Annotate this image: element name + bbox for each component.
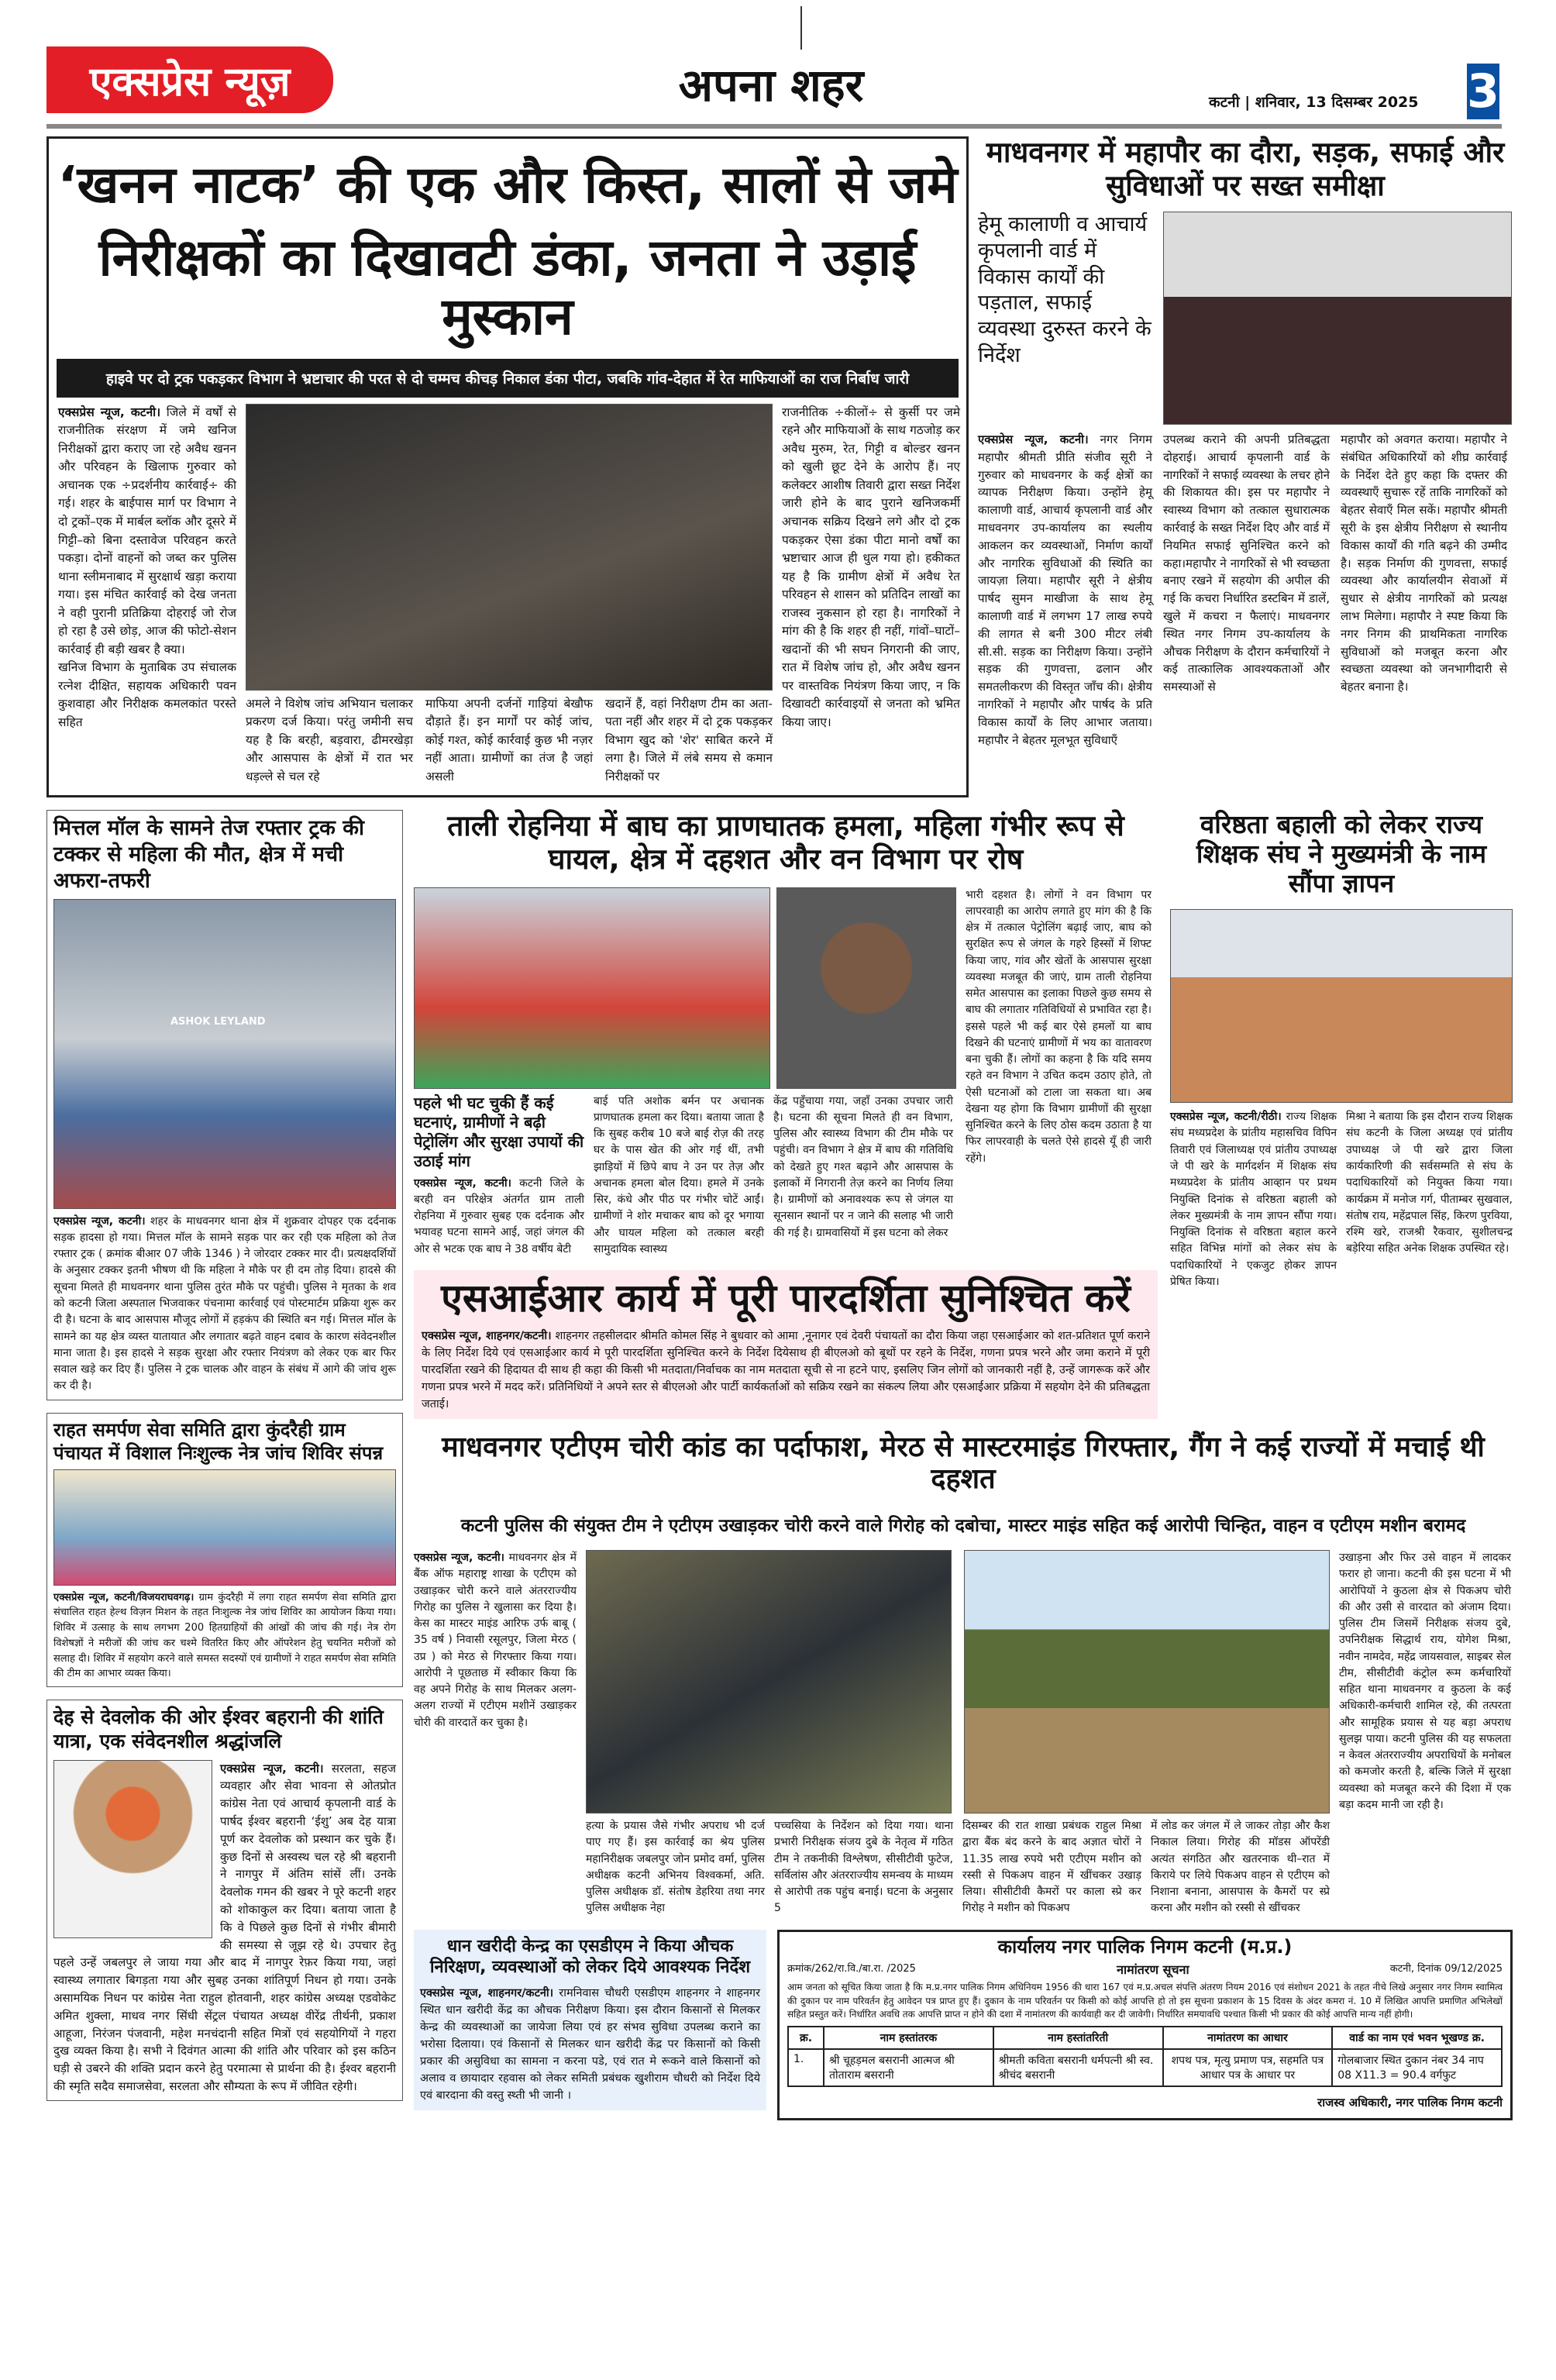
atm-col-1: [414, 1550, 577, 1731]
mayor-photo: [1163, 212, 1512, 425]
lead-col-3: माफिया अपनी दर्जनों गाड़ियां बेखौफ दौड़ाते हैं। इन मार्गों पर कोई जांच, कोई गश्त, कोई कार्रवाई कुछ भी नज़र नहीं आता। ग्रामीणों का तंज है जहां असली: [425, 696, 593, 784]
truck-brand-label: ASHOK LEYLAND: [170, 1015, 266, 1028]
obituary-dateline: एक्सप्रेस न्यूज, कटनी।: [220, 1761, 324, 1776]
teacher-photo: [1170, 909, 1513, 1103]
teacher-col-2: मिश्रा ने बताया कि इस दौरान राज्य शिक्षक संघ कटनी के जिला अध्यक्ष एवं प्रांतीय उपाध्यक्ष जे पी खरे द्वारा जिला कार्यकारिणी की सर्वसम्मति से संघ के पदाधिकारियों को नियुक्त किया गया। कार्यक्रम में मनोज गर्ग, पीताम्बर सुखवाल, संतोष राय, महेंद्रपाल सिंह, किरण पुरविया, रश्मि खरे, राजश्री रैकवार, सुशीलचन्द्र बड़ेरिया सहित अनेक शिक्षक उपस्थित रहे।: [1346, 1111, 1513, 1255]
notice-cell: गोलबाजार स्थित दुकान नंबर 34 नाप 08 X11.3 = 90.4 वर्गफुट: [1332, 2049, 1502, 2086]
lead-dateline: एक्सप्रेस न्यूज, कटनी।: [58, 405, 161, 419]
atm-field-photo: [964, 1550, 1330, 1813]
accident-dateline: एक्सप्रेस न्यूज, कटनी।: [53, 1214, 146, 1228]
accident-photo: [53, 899, 396, 1209]
section-title: अपना शहर: [678, 59, 864, 112]
lead-headline-1: ‘खनन नाटक’ की एक और किस्त, सालों से जमे: [57, 155, 958, 215]
tiger-hospital-photo: [414, 887, 770, 1089]
tiger-dateline: एक्सप्रेस न्यूज, कटनी।: [414, 1176, 511, 1190]
obituary-story: [46, 1700, 403, 2101]
city: कटनी: [1209, 94, 1240, 111]
newspaper-logo: एक्सप्रेस न्यूज़: [46, 46, 333, 113]
notice-cell: श्री चूहड़मल बसरानी आत्मज श्री तोताराम बसरानी: [824, 2049, 993, 2086]
accident-text: [53, 1214, 396, 1395]
sir-text: [422, 1328, 1150, 1413]
masthead-rule: [46, 124, 1502, 129]
obituary-headline: देह से देवलोक की ओर ईश्वर बहरानी की शांति यात्रा, एक संवेदनशील श्रद्धांजलि: [53, 1706, 384, 1753]
notice-table: [787, 2026, 1503, 2087]
atm-col-2: हत्या के प्रयास जैसे गंभीर अपराध भी दर्ज पाए गए हैं। इस कार्रवाई का श्रेय पुलिस महानिरीक्षक जबलपुर जोन प्रमोद वर्मा, पुलिस अधीक्षक कटनी अभिनय विश्वकर्मा, अति. पुलिस अधीक्षक डॉ. संतोष डेहरिया तथा नगर पुलिस अधीक्षक नेहा: [586, 1820, 765, 1915]
mayor-col-2: उपलब्ध कराने की अपनी प्रतिबद्धता दोहराई। आचार्य कृपलानी वार्ड के नागरिकों ने सफाई व्यवस्था के लचर होने की शिकायत की। इस पर महापौर ने स्वास्थ्य विभाग को तत्काल सुधारात्मक कार्रवाई के सख्त निर्देश दिए और वार्ड में नियमित सफाई सुनिश्चित करने को कहा।महापौर ने नागरिकों से भी स्वच्छता बनाए रखने में सहयोग की अपील की गई कि कचरा निर्धारित डस्टबिन में डालें, खुले में कचरा न फैलाएं। माधवनगर स्थित नगर निगम उप-कार्यालय के औचक निरीक्षण के दौरान कर्मचारियों ने कई तात्कालिक आवश्यकताओं और समस्याओं से: [1163, 432, 1330, 694]
accident-body: शहर के माधवनगर थाना क्षेत्र में शुक्रवार दोपहर एक दर्दनाक सड़क हादसा हो गया। मित्तल मॉल के सामने सड़क पार कर रही एक महिला को तेज रफ्तार ट्रक ( क्रमांक बीआर 07 जीके 1346 ) ने जोरदार टक्कर मार दी। प्रत्यक्षदर्शियों के अनुसार टक्कर इतनी भीषण थी कि महिला ने मौके पर ही दम तोड़ दिया। हादसे की सूचना मिलते ही माधवनगर थाना पुलिस तुरंत मौके पर पहुंची। पुलिस ने मृतका के शव को कटनी जिला अस्पताल भिजवाकर पंचनामा कार्रवाई एवं पोस्टमार्टम प्रक्रिया शुरू कर दी है। घटना के बाद आसपास मौजूद लोगों में हड़कंप की स्थिति बन गई। मित्तल मॉल के सामने का यह क्षेत्र व्यस्त यातायात और लगातार बढ़ते वाहन दबाव के कारण संवेदनशील माना जाता है। इस हादसे ने सड़क सुरक्षा और रफ्तार नियंत्रण को लेकर एक बार फिर सवाल खड़े कर दिए हैं। पुलिस ने ट्रक चालक और वाहन के संबंध में आगे की जांच शुरू कर दी है।: [53, 1214, 396, 1393]
municipal-notice: [777, 1930, 1513, 2121]
row-bottom: [46, 810, 1513, 2120]
atm-machine-photo: [586, 1550, 952, 1813]
lead-col-2: अमले ने विशेष जांच अभियान चलाकर प्रकरण दर्ज किया। परंतु जमीनी सच यह है कि बरही, बड़वारा, ढीमरखेड़ा और आसपास के क्षेत्रों में रात भर धड़ल्ले से चल रहे: [246, 696, 413, 784]
masthead-dateline: कटनी | शनिवार, 13 दिसम्बर 2025: [1209, 94, 1419, 111]
teacher-headline: वरिष्ठता बहाली को लेकर राज्य शिक्षक संघ ने मुख्यमंत्री के नाम सौंपा ज्ञापन: [1196, 809, 1487, 899]
mayor-col-1: [978, 431, 1152, 749]
tiger-victim-photo: [776, 887, 956, 1089]
tiger-callout: पहले भी घट चुकी हैं कई घटनाएं, ग्रामीणों ने बढ़ी पेट्रोलिंग और सुरक्षा उपायों की उठाई मांग: [414, 1093, 584, 1170]
notice-th: नामांतरण का आधार: [1163, 2027, 1333, 2049]
tiger-col-2: बाई पति अशोक बर्मन पर अचानक प्राणघातक हमला कर दिया। बताया जाता है कि सुबह करीब 10 बजे बाई रोज़ की तरह घर के पास खेत की ओर गई थीं, तभी झाड़ियों में छिपे बाघ ने उन पर तेज़ और अचानक हमला बोल दिया। हमले में उनके सिर, कंधे और पीठ पर गंभीर चोटें आईं। ग्रामीणों ने शोर मचाकर बाघ को दूर भगाया और घायल महिला को तत्काल बरही सामुदायिक स्वास्थ्य: [594, 1094, 764, 1255]
tiger-story: [414, 810, 1158, 1418]
lead-story: [46, 136, 969, 797]
atm-col-3: पच्चसिया के निर्देशन को दिया गया। थाना प्रभारी निरीक्षक संजय दुबे के नेतृत्व में गठित टीम ने तकनीकी विश्लेषण, सीसीटीवी फुटेज, सर्विलांस और अंतरराज्यीय समन्वय के माध्यम से आरोपी तक पहुंच बनाई। घटना के अनुसार 5: [774, 1820, 953, 1915]
notice-cell: 1.: [788, 2049, 824, 2086]
mayor-deck: हेमू कालाणी व आचार्य कृपलानी वार्ड में विकास कार्यों की पड़ताल, सफाई व्यवस्था दुरुस्त करने के निर्देश: [978, 212, 1152, 367]
notice-body: आम जनता को सूचित किया जाता है कि म.प्र.नगर पालिक निगम अधिनियम 1956 की धारा 167 एवं म.प्र.अचल संपत्ति अंतरण नियम 2016 एवं संशोधन 2021 के तहत नीचे लिखे अनुसार नगर निगम स्वामित्व की दुकान पर नाम परिवर्तन हेतु आवेदन पत्र प्राप्त हुए हैं। दुकान के नाम परिवर्तन पर किसी को कोई आपत्ति हो तो इस सूचना प्रकाशन के 15 दिवस के अंदर कमरा नं. 10 में लिखित आपत्ति प्रमाणित अभिलेखों सहित प्रस्तुत करें। निर्धारित अवधि तक आपत्ति प्राप्त न होने की दशा में नामांतरण की कार्यवाही कर दी जावेगी। निर्धारित समयावधि पश्चात किसी भी प्रकार की कोई आपत्ति मान्य नहीं होगी।: [787, 1982, 1503, 2020]
eye-camp-story: [46, 1413, 403, 1688]
notice-th: नाम हस्तांतरक: [824, 2027, 993, 2049]
teacher-col-1-text: राज्य शिक्षक संघ मध्यप्रदेश के प्रांतीय महासचिव विपिन तिवारी एवं जिलाध्यक्ष एवं प्रांतीय उपाध्यक्ष जे पी खरे के मार्गदर्शन में शिक्षक संघ मध्यप्रदेश के प्रांतीय आव्हान पर प्रथम नियुक्ति दिनांक से वरिष्ठता बहाली को लेकर मुख्यमंत्री के नाम ज्ञापन सौंपा गया। नियुक्ति दिनांक से वरिष्ठता बहाल करने सहित विभिन्न मांगों को लेकर संघ के पदाधिकारियों ने एकजुट होकर ज्ञापन प्रेषित किया।: [1170, 1111, 1337, 1288]
lead-headline-2: निरीक्षकों का दिखावटी डंका, जनता ने उड़ाई मुस्कान: [98, 227, 917, 346]
paddy-story: [414, 1930, 766, 2110]
sir-dateline: एक्सप्रेस न्यूज, शाहनगर/कटनी।: [422, 1329, 552, 1342]
notice-subtitle: नामांतरण सूचना: [1117, 1962, 1189, 1978]
eye-camp-headline: राहत समर्पण सेवा समिति द्वारा कुंदरैही ग्राम पंचायत में विशाल निःशुल्क नेत्र जांच शिविर संपन्न: [53, 1418, 384, 1464]
teacher-col-1: [1170, 1109, 1337, 1290]
notice-th: क्र.: [788, 2027, 824, 2049]
obituary-body: सरलता, सहज व्यवहार और सेवा भावना से ओतप्रोत कांग्रेस नेता एवं आचार्य कृपलानी वार्ड के पार्षद ईश्वर बहरानी ‘ईशु’ अब देह यात्रा पूर्ण कर देवलोक को प्रस्थान कर चुके हैं। कुछ दिनों से अस्वस्थ चल रहे श्री बहरानी ने नागपुर में अंतिम सांसें लीं। उनके देवलोक गमन की खबर ने पूरे कटनी शहर को शोकाकुल कर दिया। बताया जाता है कि वे पिछले कुछ दिनों से गंभीर बीमारी की समस्या से जूझ रहे थे। उपचार हेतु पहले उन्हें जबलपुर ले जाया गया और बाद में नागपुर रेफ़र किया गया, जहां स्वास्थ्य लगातार बिगड़ता गया और सुबह उनका शांतिपूर्ण निधन हो गया। उनके असामयिक निधन पर कांग्रेस नेता राहुल होतवानी, शहर कांग्रेस अध्यक्ष एडवोकेट अमित शुक्ला, माधव नगर सिंधी सेंट्रल पंचायत अध्यक्ष वीरेंद्र तीर्थनी, प्रकाश आहूजा, निरंजन पंजवानी, महेश मनचंदानी सहित मित्रों एवं सहयोगियों ने गहरा दुख व्यक्त किया है। सभी ने दिवंगत आत्मा की शांति और परिवार को इस कठिन घड़ी से उबरने की शक्ति प्रदान करने हेतु परमात्मा से प्रार्थना की है। ईश्वर बहरानी की स्मृति सदैव समाजसेवा, सरलता और सौम्यता के रूप में जीवित रहेगी।: [53, 1761, 396, 2093]
notice-th: वार्ड का नाम एवं भवन भूखण्ड क्र.: [1332, 2027, 1502, 2049]
sir-body: शाहनगर तहसीलदार श्रीमति कोमल सिंह ने बुधवार को आमा ,नूनागर एवं देवरी पंचायतों का दौरा किया जहा एसआईआर को शत-प्रतिशत पूर्ण कराने के लिए निर्देश दिये एवं एसआईआर कार्य मे पूरी पारदर्शिता सुनिश्चित करने के निर्देश दियेसाथ ही बीएलओ को बूथों पर रहने के निर्देश, गणना प्रपत्र भरने और जमा कराने में पूरी पारदर्शिता रखने की हिदायत दी साथ ही कहा की किसी भी मतदाता/निर्वाचक का नाम मतदाता सूची से ना हटने पाए, इसलिए जिन लोगों को जानकारी नहीं है, उन्हें जागरूक करें और गणना प्रपत्र भरने में मदद करें। प्रतिनिधियों ने अपने स्तर से बीएलओ और पार्टी कार्यकर्ताओं को सक्रिय रखने का संकल्प लिया और एसआईआर प्रक्रिया में सहयोग देने की प्रतिबद्धता जताई।: [422, 1329, 1151, 1410]
eye-camp-dateline: एक्सप्रेस न्यूज, कटनी/विजयराघवगढ़।: [53, 1591, 194, 1603]
row-top: [46, 136, 1513, 797]
center-stack: [414, 810, 1513, 2120]
atm-col-6: उखाड़ना और फिर उसे वाहन में लादकर फरार हो जाना। कटनी की इस घटना में भी आरोपियों ने कुठला क्षेत्र से पिकअप चोरी की और उसी से वारदात को अंजाम दिया। पुलिस टीम जिसमें निरीक्षक संजय दुबे, उपनिरीक्षक सिद्धार्थ राय, योगेश मिश्रा, नवीन नामदेव, महेंद्र जायसवाल, साइबर सेल टीम, सीसीटीवी कंट्रोल रूम कर्मचारियों सहित थाना माधवनगर व कुठला के कई अधिकारी-कर्मचारी शामिल रहे, की तत्परता और सामूहिक प्रयास से यह बड़ा अपराध सुलझ पाया। कटनी पुलिस की यह सफलता न केवल अंतरराज्यीय अपराधियों के मनोबल को कमजोर करती है, बल्कि जिले में सुरक्षा व्यवस्था को मजबूत करने की दिशा में एक बड़ा कदम मानी जा रही है।: [1339, 1552, 1511, 1812]
atm-col-1-text: माधवनगर क्षेत्र में बैंक ऑफ महाराष्ट्र शाखा के एटीएम को उखाड़कर चोरी करने वाले अंतरराज्यीय गिरोह का पुलिस ने खुलासा कर दिया है। केस का मास्टर माइंड आरिफ उर्फ बाबू ( 35 वर्ष ) निवासी रसूलपुर, जिला मेरठ ( उप्र ) को मेरठ से गिरफ्तार किया गया। आरोपी ने पूछताछ में स्वीकार किया कि वह अपने गिरोह के साथ मिलकर अलग-अलग राज्यों में एटीएम मशीनें उखाड़कर चोरी की वारदातें कर चुका है।: [414, 1552, 577, 1729]
lead-col-4: खदानें हैं, वहां निरीक्षण टीम का अता-पता नहीं और शहर में दो ट्रक पकड़कर विभाग खुद को 'शेर' साबित करने में लगा है। जिले में लंबे समय से कमान निरीक्षकों पर: [605, 696, 773, 784]
atm-headline: माधवनगर एटीएम चोरी कांड का पर्दाफाश, मेरठ से मास्टरमाइंड गिरफ्तार, गैंग ने कई राज्यों में मचाई थी दहशत: [442, 1431, 1485, 1496]
notice-signature: राजस्व अधिकारी, नगर पालिक निगम कटनी: [1317, 2096, 1503, 2110]
notice-cell: श्रीमती कविता बसरानी धर्मपत्नी श्री स्व. श्रीचंद बसरानी: [993, 2049, 1163, 2086]
date: शनिवार, 13 दिसम्बर 2025: [1255, 94, 1419, 111]
lead-photo-trucks: [246, 404, 773, 691]
teacher-dateline: एक्सप्रेस न्यूज, कटनी/रीठी।: [1170, 1111, 1282, 1124]
atm-dateline: एक्सप्रेस न्यूज, कटनी।: [414, 1552, 504, 1565]
paddy-headline: धान खरीदी केन्द्र का एसडीएम ने किया औचक निरिक्षण, व्यवस्थाओं को लेकर दिये आवश्यक निर्देश: [429, 1936, 751, 1978]
teacher-story: [1170, 810, 1513, 1290]
mayor-headline: माधवनगर में महापौर का दौरा, सड़क, सफाई और सुविधाओं पर सख्त समीक्षा: [986, 136, 1505, 202]
sir-headline: एसआईआर कार्य में पूरी पारदर्शिता सुनिश्चित करें: [441, 1276, 1131, 1321]
tiger-col-3: केंद्र पहुँचाया गया, जहाँ उनका उपचार जारी है। घटना की सूचना मिलते ही वन विभाग, पुलिस और स्वास्थ्य विभाग की टीम मौके पर पहुंची। वन विभाग ने क्षेत्र में बाघ की गतिविधि को देखते हुए गश्त बढ़ाने और आसपास के इलाकों में निगरानी तेज़ करने का निर्णय लिया है। ग्रामीणों को अनावश्यक रूप से जंगल या सूनसान स्थानों पर न जाने की सलाह भी जारी की गई है। ग्रामवासियों में इस घटना को लेकर: [773, 1094, 953, 1239]
atm-story: [414, 1431, 1513, 1917]
notice-ref: क्रमांक/262/रा.वि./बा.रा. /2025: [787, 1963, 916, 1975]
notice-th: नाम हस्तांतरिती: [993, 2027, 1163, 2049]
tiger-col-4: भारी दहशत है। लोगों ने वन विभाग पर लापरवाही का आरोप लगाते हुए मांग की है कि क्षेत्र में तत्काल पेट्रोलिंग बढ़ाई जाए, बाघ को सुरक्षित रूप से जंगल के गहरे हिस्सों में शिफ्ट किया जाए, गांव और खेतों के आसपास सुरक्षा व्यवस्था मजबूत की जाएं, ग्राम ताली रोहनिया समेत आसपास का इलाका पिछले कुछ समय से बाघ की लगातार गतिविधियों से प्रभावित रहा है। इससे पहले भी कई बार ऐसे हमलों या बाघ दिखने की घटनाएं ग्रामीणों में भय का वातावरण बना चुकी हैं। लोगों का कहना है कि यदि समय रहते वन विभाग ने उचित कदम उठाए होते, तो ऐसी घटनाओं को टाला जा सकता था। अब देखना यह होगा कि विभाग ग्रामीणों की सुरक्षा सुनिश्चित करने के लिए ठोस कदम उठाता है या फिर लापरवाही के चलते ऐसे हादसे यूँ ही जारी रहेंगे।: [966, 888, 1152, 1165]
notice-date: कटनी, दिनांक 09/12/2025: [1389, 1963, 1503, 1975]
registration-mark: [800, 6, 802, 50]
notice-row: [788, 2049, 1502, 2086]
lead-col-1: [58, 404, 236, 732]
accident-headline: मित्तल मॉल के सामने तेज रफ्तार ट्रक की टक्कर से महिला की मौत, क्षेत्र में मची अफरा-तफरी: [53, 816, 364, 893]
eye-camp-text: [53, 1590, 396, 1683]
tiger-col-1: [414, 1176, 584, 1258]
lead-col-5: राजनीतिक ÷कीलों÷ से कुर्सी पर जमे रहने और माफियाओं के साथ गठजोड़ कर अवैध मुरुम, रेत, गिट्टी व बोल्डर खनन को खुली छूट देने के आरोप हैं। नए कलेक्टर आशीष तिवारी द्वारा सख्त निर्देश जारी होने के बाद पुराने खनिजकर्मी अचानक सक्रिय दिखने लगे और दो ट्रक पकड़कर ऐसा डंका पीटा मानो वर्षों का भ्रष्टाचार आज ही धुल गया हो। हकीकत यह है कि ग्रामीण क्षेत्रों में अवैध रेत परिवहन से शासन को प्रतिदिन लाखों का राजस्व नुकसान हो रहा है। नागरिकों ने मांग की है कि शहर ही नहीं, गांवों–घाटों–खदानों की भी सघन निगरानी की जाए, रात में विशेष जांच हो, और अवैध खनन पर वास्तविक नियंत्रण किया जाए, न कि दिखावटी कार्रवाइयों से जनता को भ्रमित किया जाए।: [782, 405, 960, 729]
obituary-photo: [53, 1760, 212, 1938]
mayor-story: [978, 136, 1513, 749]
eye-camp-photo: [53, 1469, 396, 1586]
lead-subhead: हाइवे पर दो ट्रक पकड़कर विभाग ने भ्रष्टाचार की परत से दो चम्मच कीचड़ निकाल डंका पीटा, जबकि गांव-देहात में रेत माफियाओं का राज निर्बाध जारी: [57, 359, 959, 398]
mayor-col-1-text: नगर निगम महापौर श्रीमती प्रीति संजीव सूरी ने गुरुवार को माधवनगर के कई क्षेत्रों का व्यापक निरीक्षण किया। उन्होंने हेमू कालाणी वार्ड, आचार्य कृपलानी वार्ड और माधवनगर उप-कार्यालय का स्थलीय आकलन कर व्यवस्थाओं, निर्माण कार्यों और नागरिक सुविधाओं की स्थिति का जायज़ा लिया। महापौर सूरी ने क्षेत्रीय पार्षद सुमन माखीजा के साथ हेमू कालाणी वार्ड में लगभग 17 लाख रुपये की लागत से बनी 300 मीटर लंबी सी.सी. सड़क का निरीक्षण किया। उन्होंने सड़क की गुणवत्ता, ढलान और समतलीकरण की विस्तृत जाँच की। क्षेत्रीय नागरिकों ने महापौर और पार्षद के प्रति विकास कार्यों के लिए आभार जताया। महापौर ने बेहतर मूलभूत सुविधाएँ: [978, 432, 1152, 747]
paddy-body: रामनिवास चौधरी एसडीएम शाहनगर ने शाहनगर स्थित धान खरीदी केंद्र का औचक निरीक्षण किया। इस दौरान किसानों से मिलकर केन्द्र की व्यवस्थाओं का जायेजा लिया एवं हर संभव सुविधा उपलब्ध कराने का भरोसा दिलाया। एवं किसानों से मिलकर धान खरीदी केंद्र पर किसानों को किसी प्रकार की असुविधा का सामना न करना पडे, एवं रात मे रूकने वाले किसानों को अलाव व छायादार रहवास को लेकर समिती प्रबंधक खुशीराम चौधरी को निर्देश दिये एवं बारदाना की वस्तु स्थ्ती भी जानी ।: [420, 1986, 761, 2102]
atm-col-4: दिसम्बर की रात शाखा प्रबंधक राहुल मिश्रा द्वारा बैंक बंद करने के बाद अज्ञात चोरों ने 11.35 लाख रुपये भरी एटीएम मशीन को रस्सी से पिकअप वाहन में खींचकर उखाड़ लिया। सीसीटीवी कैमरों पर काला स्प्रे कर गिरोह ने मशीन को पिकअप: [962, 1820, 1141, 1915]
notice-cell: शपथ पत्र, मृत्यु प्रमाण पत्र, सहमति पत्र आधार पत्र के आधार पर: [1163, 2049, 1333, 2086]
lead-col-1-text: जिले में वर्षों से राजनीतिक संरक्षण में जमे खनिज निरीक्षकों द्वारा कराए जा रहे अवैध खनन और परिवहन के खिलाफ गुरुवार को अचानक एक ÷प्रदर्शनीय कार्रवाई÷ की गई। शहर के बाईपास मार्ग पर विभाग ने दो ट्रकों–एक में मार्बल ब्लॉक और दूसरे में गिट्टी–को बिना दस्तावेज परिवहन करते पकड़ा। दोनों वाहनों को जब्त कर पुलिस थाना स्लीमनाबाद में सुरक्षार्थ खड़ा कराया गया। इस मंचित कार्रवाई को देख जनता ने वही पुरानी प्रतिक्रिया दोहराई जो रोज हो रहा है उसे छोड़, आज की फोटो-सेशन कार्रवाई ही बड़ी खबर है क्या।: [58, 405, 236, 656]
sir-story: [414, 1270, 1158, 1419]
eye-camp-body: ग्राम कुंदरैही में लगा राहत समर्पण सेवा समिति द्वारा संचालित राहत हेल्थ विज़न मिशन के तहत निःशुल्क नेत्र जांच शिविर का आयोजन किया गया। शिविर में उत्साह के साथ लगभग 200 हितग्राहियों की आंखों की जांच की गई। नेत्र रोग विशेषज्ञों ने मरीजों की जांच कर चश्मे वितरित किए और ऑपरेशन हेतु चयनित मरीजों को सलाह दी। शिविर में सहयोग करने वाले समस्त सदस्यों एवं ग्रामीणों ने राहत समर्पण सेवा समिति की टीम का आभार व्यक्त किया।: [53, 1591, 396, 1680]
notice-title: कार्यालय नगर पालिक निगम कटनी (म.प्र.): [997, 1935, 1293, 1958]
tiger-headline: ताली रोहनिया में बाघ का प्राणघातक हमला, महिला गंभीर रूप से घायल, क्षेत्र में दहशत और वन विभाग पर रोष: [447, 809, 1124, 876]
accident-story: [46, 810, 403, 1400]
left-stack: [46, 810, 403, 2100]
atm-col-5: में लोड कर जंगल में ले जाकर तोड़ा और कैश निकाल लिया। गिरोह की मॉडस ऑपरेंडी अत्यंत संगठित और खतरनाक थी–रात में किराये पर लिये पिकअप वाहन से एटीएम को निशाना बनाना, आसपास के कैमरों पर स्प्रे करना और मशीन को रस्सी से खींचकर: [1151, 1820, 1330, 1915]
mayor-col-3: महापौर को अवगत कराया। महापौर ने संबंधित अधिकारियों को शीघ्र कार्रवाई के निर्देश देते हुए कहा कि दफ्तर की व्यवस्थाएँ सुचारू रहें ताकि नागरिकों को बेहतर सेवाएँ मिल सकें। महापौर श्रीमती सूरी के इस क्षेत्रीय निरीक्षण से स्थानीय विकास कार्यों की गति बढ़ने की उम्मीद है। सड़क निर्माण की गुणवत्ता, सफाई व्यवस्था और कार्यालयीन सेवाओं में सुधार से क्षेत्रीय नागरिकों को प्रत्यक्ष लाभ मिलेगा। महापौर ने स्पष्ट किया कि नगर निगम की प्राथमिकता नागरिक सुविधाओं को मजबूत करना और स्वच्छता व्यवस्था को जनभागीदारी से बेहतर बनाना है।: [1341, 432, 1507, 694]
atm-subhead: कटनी पुलिस की संयुक्त टीम ने एटीएम उखाड़कर चोरी करने वाले गिरोह को दबोचा, मास्टर माइंड सहित कई आरोपी चिन्हित, वाहन व एटीएम मशीन बरामद: [460, 1515, 1466, 1536]
mayor-dateline: एक्सप्रेस न्यूज, कटनी।: [978, 432, 1089, 447]
paddy-text: [420, 1985, 760, 2104]
lead-col-1-text-2: खनिज विभाग के मुताबिक उप संचालक रत्नेश दीक्षित, सहायक अधिकारी पवन कुशवाहा और निरीक्षक कमलकांत परस्ते सहित: [58, 660, 236, 729]
paddy-dateline: एक्सप्रेस न्यूज, शाहनगर/कटनी।: [420, 1986, 554, 1999]
tiger-col-1-text: कटनी जिले के बरही वन परिक्षेत्र अंतर्गत ग्राम ताली रोहनिया में गुरुवार सुबह एक दर्दनाक और भयावह घटना सामने आई, जहां जंगल की ओर से भटक एक बाघ ने 38 वर्षीय बेटी: [414, 1176, 584, 1255]
page-number: 3: [1467, 64, 1499, 119]
page-body: [46, 136, 1513, 2133]
